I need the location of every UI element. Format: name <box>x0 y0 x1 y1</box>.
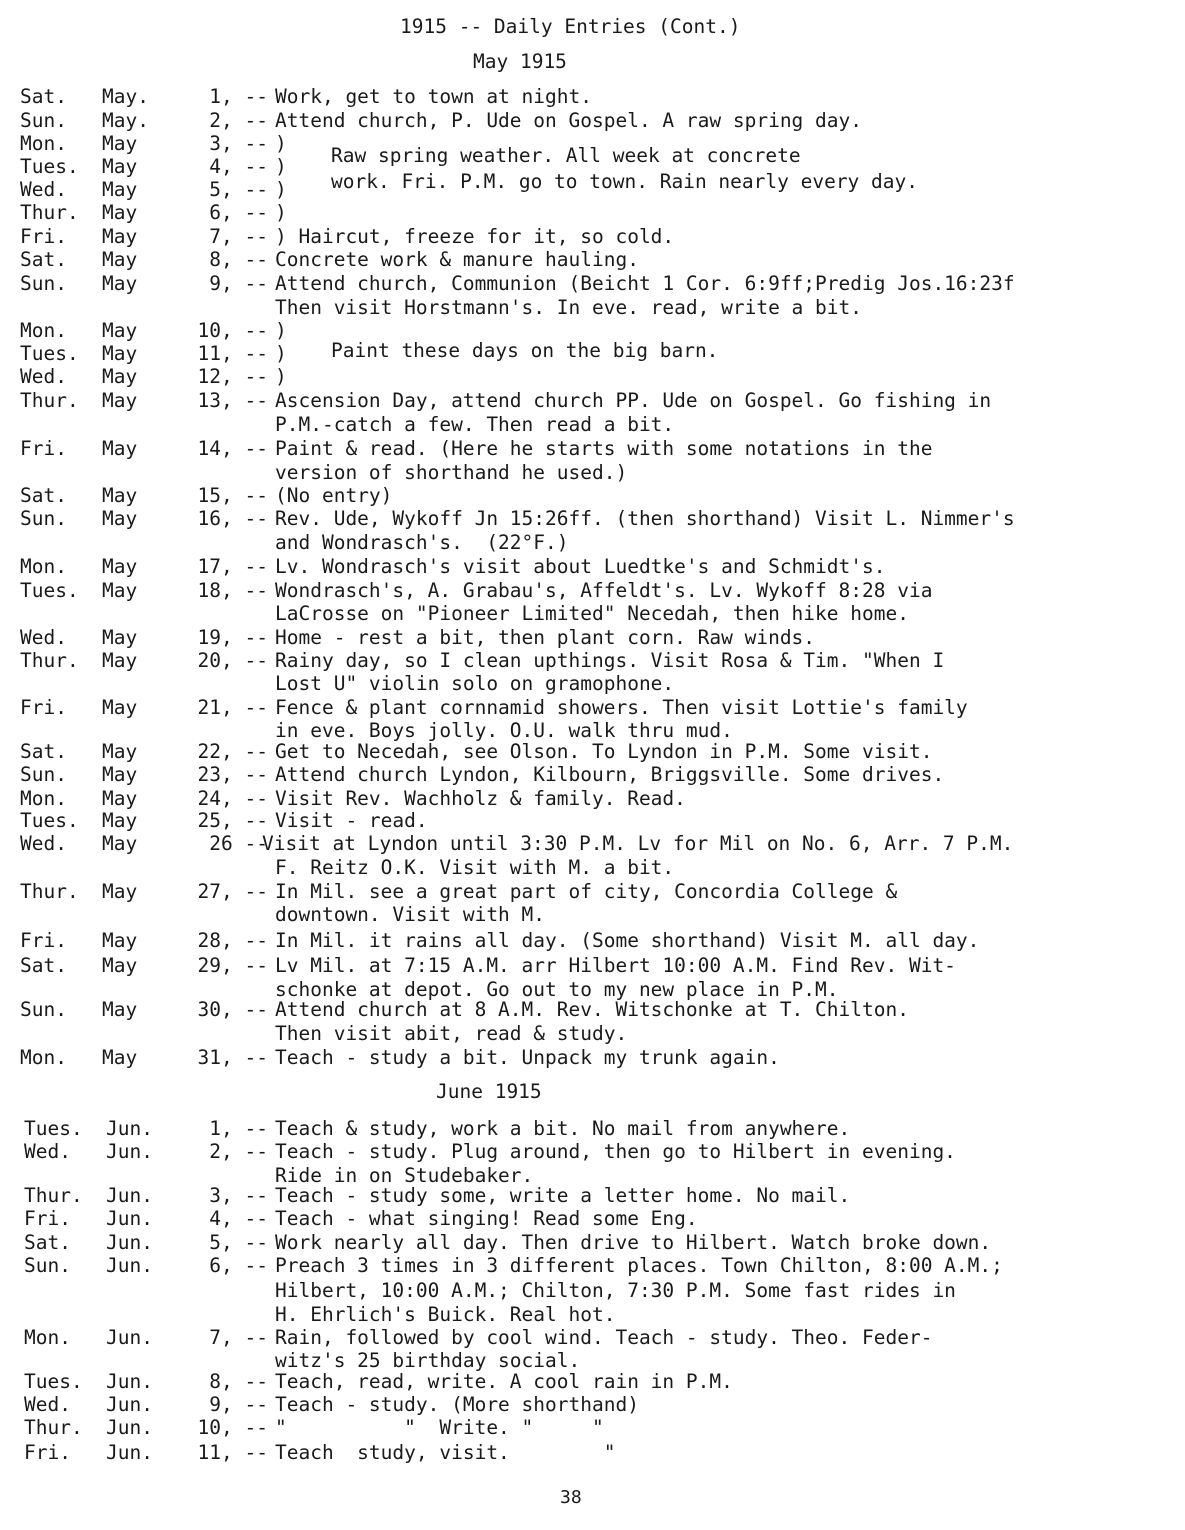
entry-day: Thur. <box>24 1416 83 1439</box>
entry-month: Jun. <box>106 1370 153 1393</box>
entry-day: Tues. <box>20 342 79 365</box>
entry-text: schonke at depot. Go out to my new place in P.M. <box>275 978 839 1001</box>
entry-date: 2, -- <box>209 109 268 132</box>
entry-day: Mon. <box>20 319 67 342</box>
entry-day: Fri. <box>20 696 67 719</box>
entry-month: Jun. <box>106 1326 153 1349</box>
entry-day: Thur. <box>24 1184 83 1207</box>
entry-day: Mon. <box>20 787 67 810</box>
entry-text: and Wondrasch's. (22°F.) <box>275 531 569 554</box>
entry-text: Lost U" violin solo on gramophone. <box>275 672 675 695</box>
entry-month: May <box>102 155 138 178</box>
entry-month: Jun. <box>106 1140 153 1163</box>
month-heading-june: June 1915 <box>436 1080 542 1103</box>
entry-month: May <box>102 1046 138 1069</box>
entry-text: Fence & plant cornnamid showers. Then visit Lottie's family <box>275 696 968 719</box>
entry-date: 11, -- <box>197 342 268 365</box>
entry-text: in eve. Boys jolly. O.U. walk thru mud. <box>275 719 733 742</box>
entry-month: May <box>102 132 138 155</box>
entry-date: 1, -- <box>209 1117 268 1140</box>
entry-date: 3, -- <box>209 1184 268 1207</box>
entry-date: 5, -- <box>209 178 268 201</box>
entry-day: Sun. <box>20 998 67 1021</box>
entry-day: Wed. <box>24 1140 71 1163</box>
entry-day: Sat. <box>20 954 67 977</box>
entry-day: Sun. <box>20 507 67 530</box>
entry-date: 24, -- <box>197 787 268 810</box>
entry-text: ) <box>275 342 287 365</box>
entry-day: Sun. <box>20 763 67 786</box>
entry-text: Hilbert, 10:00 A.M.; Chilton, 7:30 P.M. Some fast rides in <box>275 1279 956 1302</box>
entry-text: Visit at Lyndon until 3:30 P.M. Lv for Mil on No. 6, Arr. 7 P.M. <box>262 832 1014 855</box>
entry-day: Sun. <box>20 109 67 132</box>
entry-month: Jun. <box>106 1441 153 1464</box>
entry-day: Tues. <box>20 809 79 832</box>
entry-text: Then visit Horstmann's. In eve. read, write a bit. <box>275 296 862 319</box>
entry-text: Ride in on Studebaker. <box>275 1164 534 1187</box>
entry-text: ) <box>275 365 287 388</box>
entry-text: Lv. Wondrasch's visit about Luedtke's and Schmidt's. <box>275 555 886 578</box>
entry-month: May <box>102 248 138 271</box>
entry-month: May <box>102 954 138 977</box>
entry-text: Then visit abit, read & study. <box>275 1022 628 1045</box>
entry-month: Jun. <box>106 1207 153 1230</box>
entry-text: ) <box>275 319 287 342</box>
entry-text: version of shorthand he used.) <box>275 461 628 484</box>
entry-month: May <box>102 626 138 649</box>
entry-date: 7, -- <box>209 1326 268 1349</box>
entry-month: Jun. <box>106 1416 153 1439</box>
entry-date: 28, -- <box>197 929 268 952</box>
entry-date: 25, -- <box>197 809 268 832</box>
entry-date: 20, -- <box>197 649 268 672</box>
entry-day: Thur. <box>20 389 79 412</box>
entry-date: 8, -- <box>209 1370 268 1393</box>
entry-day: Wed. <box>20 365 67 388</box>
entry-day: Sat. <box>20 740 67 763</box>
entry-text: ) <box>275 155 287 178</box>
entry-text: ) <box>275 178 287 201</box>
entry-date: 16, -- <box>197 507 268 530</box>
entry-text: Visit - read. <box>275 809 428 832</box>
entry-month: May <box>102 225 138 248</box>
page-title: 1915 -- Daily Entries (Cont.) <box>400 15 741 38</box>
entry-text: Preach 3 times in 3 different places. Town Chilton, 8:00 A.M.; <box>275 1254 1003 1277</box>
entry-month: May <box>102 763 138 786</box>
entry-month: May. <box>102 109 149 132</box>
entry-month: May <box>102 649 138 672</box>
entry-month: May <box>102 201 138 224</box>
entry-date: 21, -- <box>197 696 268 719</box>
entry-date: 14, -- <box>197 437 268 460</box>
entry-date: 31, -- <box>197 1046 268 1069</box>
entry-text: ) <box>275 201 287 224</box>
entry-day: Tues. <box>24 1370 83 1393</box>
entry-day: Thur. <box>20 201 79 224</box>
entry-text: Teach - study a bit. Unpack my trunk again. <box>275 1046 780 1069</box>
entry-day: Sat. <box>20 484 67 507</box>
entry-date: 7, -- <box>209 225 268 248</box>
entry-text: Attend church, Communion (Beicht 1 Cor. 6:9ff;Predig Jos.16:23f <box>275 272 1015 295</box>
entry-month: Jun. <box>106 1117 153 1140</box>
entry-month: May <box>102 319 138 342</box>
entry-date: 6, -- <box>209 1254 268 1277</box>
entry-text: In Mil. see a great part of city, Concordia College & <box>275 880 898 903</box>
entry-text: witz's 25 birthday social. <box>275 1349 581 1372</box>
entry-month: May <box>102 929 138 952</box>
entry-text: Rev. Ude, Wykoff Jn 15:26ff. (then shorthand) Visit L. Nimmer's <box>275 507 1015 530</box>
entry-month: May <box>102 365 138 388</box>
note-paint-barn: Paint these days on the big barn. <box>331 339 719 362</box>
entry-date: 18, -- <box>197 579 268 602</box>
entry-month: May <box>102 437 138 460</box>
entry-text: Home - rest a bit, then plant corn. Raw winds. <box>275 626 816 649</box>
entry-text: Concrete work & manure hauling. <box>275 248 639 271</box>
entry-date: 29, -- <box>197 954 268 977</box>
entry-day: Mon. <box>24 1326 71 1349</box>
entry-day: Fri. <box>24 1441 71 1464</box>
entry-date: 2, -- <box>209 1140 268 1163</box>
entry-text: H. Ehrlich's Buick. Real hot. <box>275 1303 616 1326</box>
entry-day: Thur. <box>20 649 79 672</box>
entry-date: 1, -- <box>209 85 268 108</box>
entry-day: Sun. <box>24 1254 71 1277</box>
entry-text: Get to Necedah, see Olson. To Lyndon in P.M. Some visit. <box>275 740 933 763</box>
entry-text: Work nearly all day. Then drive to Hilbert. Watch broke down. <box>275 1231 992 1254</box>
entry-text: Attend church, P. Ude on Gospel. A raw spring day. <box>275 109 862 132</box>
entry-day: Sat. <box>20 85 67 108</box>
entry-date: 27, -- <box>197 880 268 903</box>
entry-date: 15, -- <box>197 484 268 507</box>
entry-day: Wed. <box>24 1393 71 1416</box>
entry-month: May <box>102 555 138 578</box>
entry-text: P.M.-catch a few. Then read a bit. <box>275 413 675 436</box>
entry-day: Wed. <box>20 178 67 201</box>
entry-day: Mon. <box>20 1046 67 1069</box>
entry-day: Tues. <box>20 155 79 178</box>
entry-month: May <box>102 787 138 810</box>
entry-month: Jun. <box>106 1254 153 1277</box>
entry-month: May <box>102 342 138 365</box>
entry-text: Rainy day, so I clean upthings. Visit Rosa & Tim. "When I <box>275 649 945 672</box>
entry-month: May <box>102 389 138 412</box>
entry-text: Attend church at 8 A.M. Rev. Witschonke at T. Chilton. <box>275 998 909 1021</box>
entry-date: 13, -- <box>197 389 268 412</box>
note-raw-spring-line-2: work. Fri. P.M. go to town. Rain nearly every day. <box>331 170 918 193</box>
entry-day: Wed. <box>20 832 67 855</box>
entry-day: Fri. <box>20 437 67 460</box>
entry-day: Tues. <box>20 579 79 602</box>
month-heading-may: May 1915 <box>473 50 567 73</box>
entry-day: Fri. <box>24 1207 71 1230</box>
entry-text: F. Reitz O.K. Visit with M. a bit. <box>275 856 675 879</box>
entry-month: May <box>102 507 138 530</box>
entry-day: Tues. <box>24 1117 83 1140</box>
entry-date: 5, -- <box>209 1231 268 1254</box>
entry-text: Work, get to town at night. <box>275 85 592 108</box>
entry-text: (No entry) <box>275 484 393 507</box>
entry-text: Attend church Lyndon, Kilbourn, Briggsville. Some drives. <box>275 763 945 786</box>
entry-text: Ascension Day, attend church PP. Ude on Gospel. Go fishing in <box>275 389 992 412</box>
entry-date: 22, -- <box>197 740 268 763</box>
entry-month: May <box>102 809 138 832</box>
entry-date: 9, -- <box>209 272 268 295</box>
entry-text: Teach - study. (More shorthand) <box>275 1393 639 1416</box>
entry-text: Visit Rev. Wachholz & family. Read. <box>275 787 686 810</box>
entry-date: 11, -- <box>197 1441 268 1464</box>
entry-text: Lv Mil. at 7:15 A.M. arr Hilbert 10:00 A.M. Find Rev. Wit- <box>275 954 956 977</box>
entry-date: 4, -- <box>209 1207 268 1230</box>
entry-date: 9, -- <box>209 1393 268 1416</box>
entry-month: May <box>102 272 138 295</box>
entry-date: 8, -- <box>209 248 268 271</box>
entry-text: ) Haircut, freeze for it, so cold. <box>275 225 675 248</box>
entry-month: Jun. <box>106 1231 153 1254</box>
entry-month: Jun. <box>106 1184 153 1207</box>
entry-date: 26 -- <box>209 832 268 855</box>
entry-day: Fri. <box>20 225 67 248</box>
entry-day: Thur. <box>20 880 79 903</box>
entry-day: Fri. <box>20 929 67 952</box>
entry-date: 17, -- <box>197 555 268 578</box>
entry-date: 19, -- <box>197 626 268 649</box>
entry-month: May <box>102 579 138 602</box>
entry-day: Mon. <box>20 132 67 155</box>
entry-text: Teach - what singing! Read some Eng. <box>275 1207 698 1230</box>
entry-month: May <box>102 696 138 719</box>
entry-text: Teach study, visit. " <box>275 1441 616 1464</box>
entry-month: May. <box>102 85 149 108</box>
entry-text: Teach, read, write. A cool rain in P.M. <box>275 1370 733 1393</box>
entry-day: Sat. <box>20 248 67 271</box>
entry-text: Wondrasch's, A. Grabau's, Affeldt's. Lv. Wykoff 8:28 via <box>275 579 933 602</box>
entry-text: Teach & study, work a bit. No mail from anywhere. <box>275 1117 851 1140</box>
entry-day: Sun. <box>20 272 67 295</box>
entry-date: 10, -- <box>197 319 268 342</box>
entry-date: 23, -- <box>197 763 268 786</box>
entry-date: 3, -- <box>209 132 268 155</box>
entry-text: LaCrosse on "Pioneer Limited" Necedah, then hike home. <box>275 602 909 625</box>
entry-date: 4, -- <box>209 155 268 178</box>
note-raw-spring-line-1: Raw spring weather. All week at concrete <box>331 144 801 167</box>
entry-text: downtown. Visit with M. <box>275 903 546 926</box>
entry-day: Mon. <box>20 555 67 578</box>
entry-month: May <box>102 178 138 201</box>
entry-text: In Mil. it rains all day. (Some shorthand) Visit M. all day. <box>275 929 980 952</box>
entry-day: Sat. <box>24 1231 71 1254</box>
entry-date: 10, -- <box>197 1416 268 1439</box>
entry-text: " " Write. " " <box>275 1416 604 1439</box>
entry-day: Wed. <box>20 626 67 649</box>
entry-month: May <box>102 484 138 507</box>
entry-text: Paint & read. (Here he starts with some notations in the <box>275 437 933 460</box>
entry-month: May <box>102 998 138 1021</box>
entry-date: 30, -- <box>197 998 268 1021</box>
entry-month: May <box>102 832 138 855</box>
entry-text: Teach - study. Plug around, then go to Hilbert in evening. <box>275 1140 956 1163</box>
entry-month: May <box>102 740 138 763</box>
entry-text: Rain, followed by cool wind. Teach - study. Theo. Feder- <box>275 1326 933 1349</box>
entry-text: ) <box>275 132 287 155</box>
entry-month: Jun. <box>106 1393 153 1416</box>
entry-month: May <box>102 880 138 903</box>
entry-date: 12, -- <box>197 365 268 388</box>
entry-text: Teach - study some, write a letter home. No mail. <box>275 1184 851 1207</box>
entry-date: 6, -- <box>209 201 268 224</box>
page-number: 38 <box>560 1487 582 1508</box>
